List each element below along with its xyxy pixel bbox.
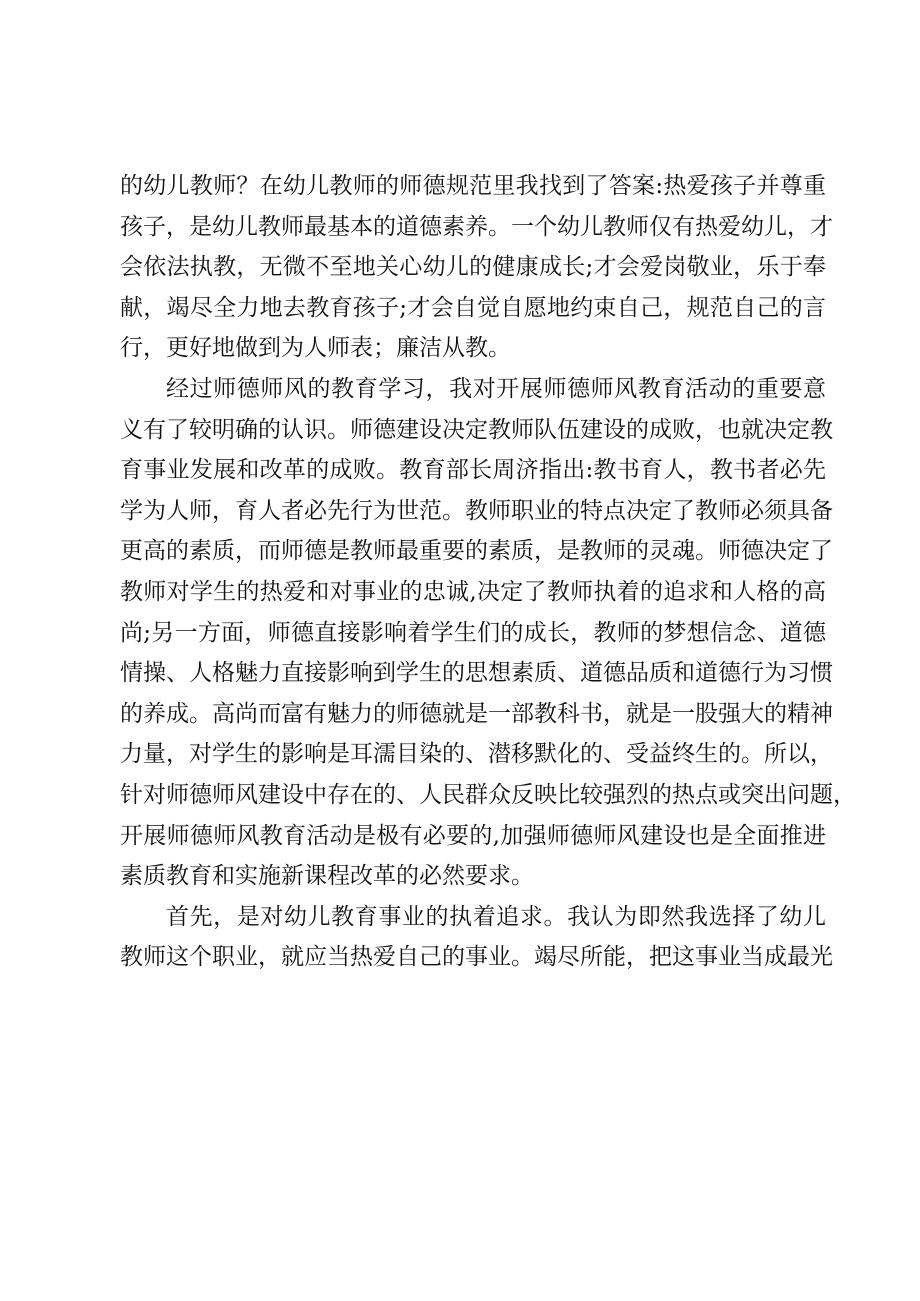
text-line: 力量，对学生的影响是耳濡目染的、潜移默化的、受益终生的。所以， [120,741,833,768]
text-line: 育事业发展和改革的成败。教育部长周济指出:教书育人，教书者必先 [120,457,826,484]
text-line: 行，更好地做到为人师表；廉洁从教。 [120,335,511,362]
text-line: 更高的素质，而师德是教师最重要的素质，是教师的灵魂。师德决定了 [120,538,833,565]
text-line: 的养成。高尚而富有魅力的师德就是一部教科书，就是一股强大的精神 [120,700,833,727]
paragraph-1 [120,166,833,369]
text-line: 首先，是对幼儿教育事业的执着追求。我认为即然我选择了幼儿 [166,903,826,930]
text-line: 献，竭尽全力地去教育孩子;才会自觉自愿地约束自己，规范自己的言 [120,294,826,321]
text-line: 义有了较明确的认识。师德建设决定教师队伍建设的成败，也就决定教 [120,416,833,443]
paragraph-2 [120,369,856,897]
text-line: 教师这个职业，就应当热爱自己的事业。竭尽所能，把这事业当成最光 [120,944,833,971]
document-body [120,166,856,978]
text-line: 开展师德师风教育活动是极有必要的,加强师德师风建设也是全面推进 [120,822,826,849]
text-line: 孩子，是幼儿教师最基本的道德素养。一个幼儿教师仅有热爱幼儿，才 [120,213,833,240]
paragraph-3 [120,897,833,978]
text-line: 会依法执教，无微不至地关心幼儿的健康成长;才会爱岗敬业，乐于奉 [120,254,826,281]
text-line: 情操、人格魅力直接影响到学生的思想素质、道德品质和道德行为习惯 [120,660,833,687]
text-line: 学为人师，育人者必先行为世范。教师职业的特点决定了教师必须具备 [120,497,833,524]
text-line: 素质教育和实施新课程改革的必然要求。 [120,863,534,890]
text-line: 经过师德师风的教育学习，我对开展师德师风教育活动的重要意 [166,375,826,402]
text-line: 的幼儿教师？在幼儿教师的师德规范里我找到了答案:热爱孩子并尊重 [120,173,826,199]
text-line: 尚;另一方面，师德直接影响着学生们的成长，教师的梦想信念、道德 [120,619,826,646]
text-line: 针对师德师风建设中存在的、人民群众反映比较强烈的热点或突出问题， [120,781,856,808]
text-line: 教师对学生的热爱和对事业的忠诚,决定了教师执着的追求和人格的高 [120,578,826,605]
